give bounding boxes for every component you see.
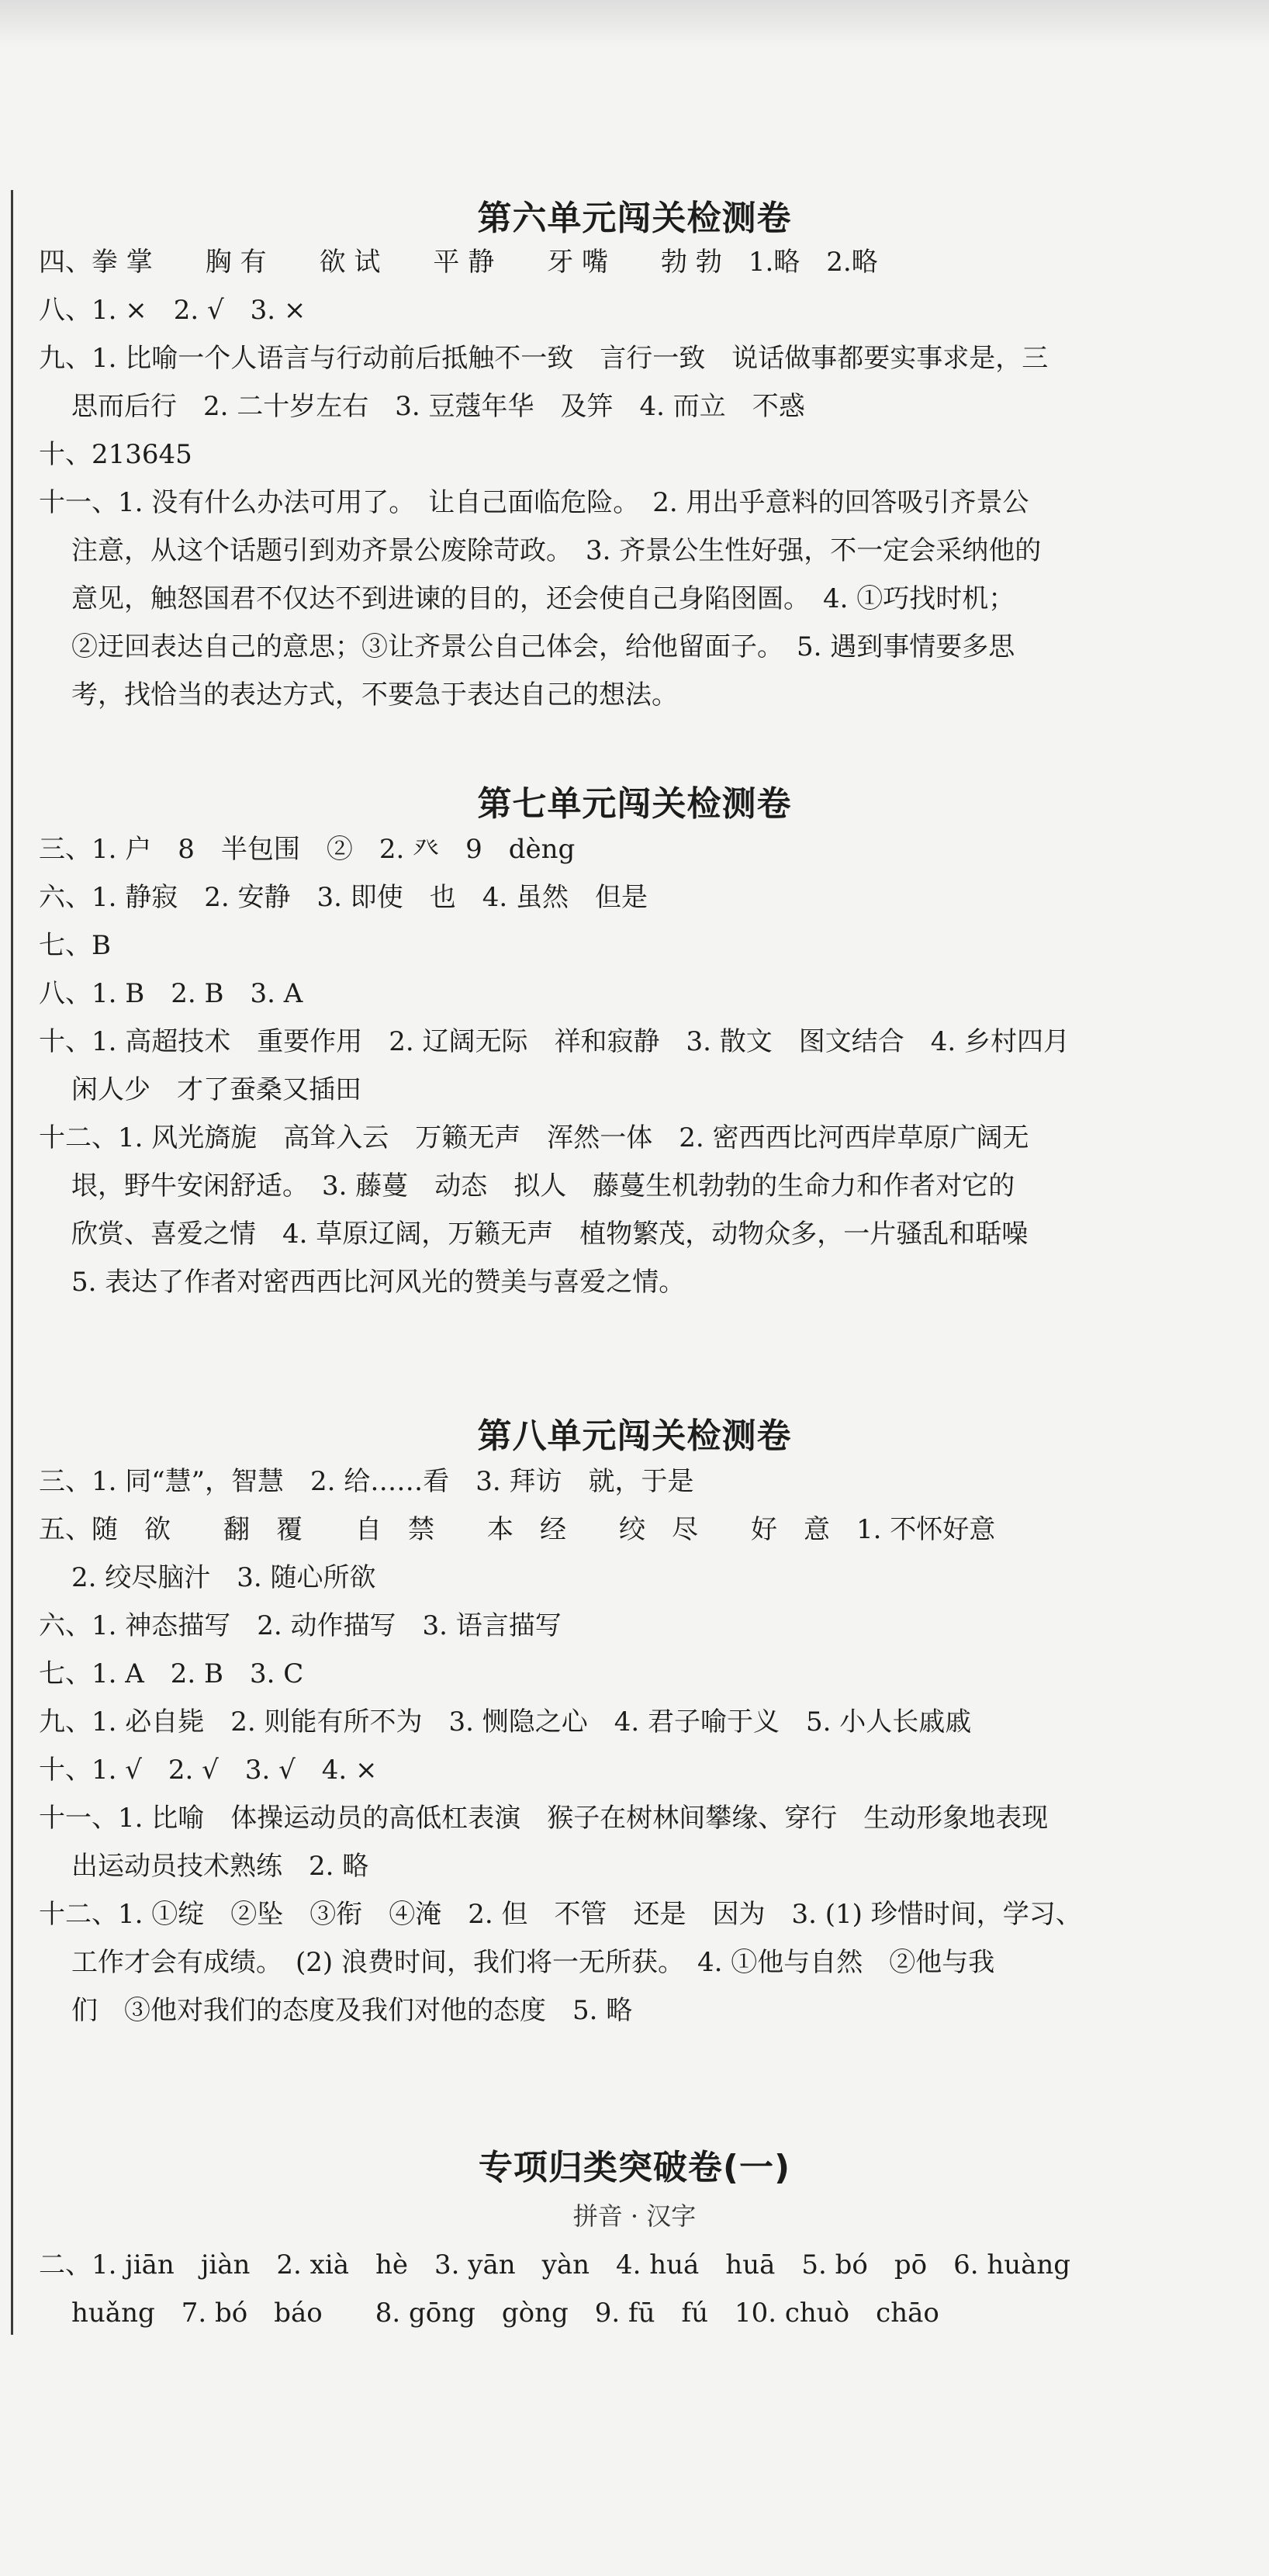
section-6-title: 第六单元闯关检测卷 (477, 199, 792, 238)
section-7-line: 八、1. B 2. B 3. A (39, 978, 303, 1009)
section-7-line: 垠，野牛安闲舒适。 3. 藤蔓 动态 拟人 藤蔓生机勃勃的生命力和作者对它的 (71, 1170, 1015, 1202)
section-8-line: 十一、1. 比喻 体操运动员的高低杠表演 猴子在树林间攀缘、穿行 生动形象地表现 (39, 1803, 1049, 1834)
section-6-line: 考，找恰当的表达方式，不要急于表达自己的想法。 (71, 679, 678, 711)
section-7-line: 七、B (39, 930, 111, 961)
section-8-line: 工作才会有成绩。 (2) 浪费时间，我们将一无所获。 4. ①他与自然 ②他与我 (71, 1947, 995, 1978)
section-8-line: 十、1. √ 2. √ 3. √ 4. × (39, 1755, 378, 1786)
left-binding-line (11, 190, 13, 2335)
section-7-title: 第七单元闯关检测卷 (477, 784, 792, 824)
section-8-title: 第八单元闯关检测卷 (477, 1416, 792, 1456)
special-section-subtitle: 拼音 · 汉字 (572, 2201, 697, 2231)
section-7-line: 5. 表达了作者对密西西比河风光的赞美与喜爱之情。 (71, 1267, 686, 1298)
section-8-line: 2. 绞尽脑汁 3. 随心所欲 (71, 1562, 376, 1593)
section-8-line: 三、1. 同“慧”，智慧 2. 给……看 3. 拜访 就，于是 (39, 1466, 694, 1497)
section-6-line: 八、1. × 2. √ 3. × (39, 295, 306, 326)
section-6-line: 九、1. 比喻一个人语言与行动前后抵触不一致 言行一致 说话做事都要实事求是，三 (39, 343, 1049, 374)
section-6-line: 十、213645 (39, 439, 192, 470)
section-8-line: 出运动员技术熟练 2. 略 (71, 1851, 369, 1882)
section-8-line: 五、随 欲 翻 覆 自 禁 本 经 绞 尽 好 意 1. 不怀好意 (39, 1514, 996, 1545)
section-8-line: 十二、1. ①绽 ②坠 ③衔 ④淹 2. 但 不管 还是 因为 3. (1) 珍惜时间，学习、 (39, 1899, 1082, 1930)
section-8-line: 九、1. 必自毙 2. 则能有所不为 3. 恻隐之心 4. 君子喻于义 5. 小人长戚戚 (39, 1706, 972, 1738)
section-8-line: 们 ③他对我们的态度及我们对他的态度 5. 略 (71, 1995, 633, 2026)
section-7-line: 十、1. 高超技术 重要作用 2. 辽阔无际 祥和寂静 3. 散文 图文结合 4. 乡村四月 (39, 1026, 1070, 1057)
section-6-line: ②迂回表达自己的意思；③让齐景公自己体会，给他留面子。 5. 遇到事情要多思 (71, 631, 1015, 662)
section-7-line: 闲人少 才了蚕桑又插田 (71, 1074, 361, 1105)
section-6-line: 四、拳 掌 胸 有 欲 试 平 静 牙 嘴 勃 勃 1.略 2.略 (39, 247, 878, 278)
special-section-line: 二、1. jiān jiàn 2. xià hè 3. yān yàn 4. huá huā 5. bó pō 6. huàng (39, 2249, 1071, 2280)
section-7-line: 三、1. 户 8 半包围 ② 2. 癶 9 dèng (39, 834, 576, 865)
section-7-line: 十二、1. 风光旖旎 高耸入云 万籁无声 浑然一体 2. 密西西比河西岸草原广阔无 (39, 1122, 1029, 1153)
section-8-line: 七、1. A 2. B 3. C (39, 1658, 304, 1689)
section-8-line: 六、1. 神态描写 2. 动作描写 3. 语言描写 (39, 1610, 562, 1641)
special-section-line: huǎng 7. bó báo 8. gōng gòng 9. fū fú 10. chuò chāo (71, 2298, 939, 2329)
section-6-line: 注意，从这个话题引到劝齐景公废除苛政。 3. 齐景公生性好强，不一定会采纳他的 (71, 535, 1042, 566)
special-section-title: 专项归类突破卷(一) (478, 2148, 791, 2187)
section-6-line: 思而后行 2. 二十岁左右 3. 豆蔻年华 及笄 4. 而立 不惑 (71, 391, 805, 422)
section-7-line: 欣赏、喜爱之情 4. 草原辽阔，万籁无声 植物繁茂，动物众多，一片骚乱和聒噪 (71, 1219, 1029, 1250)
section-6-line: 十一、1. 没有什么办法可用了。 让自己面临危险。 2. 用出乎意料的回答吸引齐景公 (39, 487, 1029, 518)
scan-top-shadow (0, 0, 1269, 47)
section-7-line: 六、1. 静寂 2. 安静 3. 即使 也 4. 虽然 但是 (39, 882, 648, 913)
section-6-line: 意见，触怒国君不仅达不到进谏的目的，还会使自己身陷囹圄。 4. ①巧找时机； (71, 583, 1015, 614)
